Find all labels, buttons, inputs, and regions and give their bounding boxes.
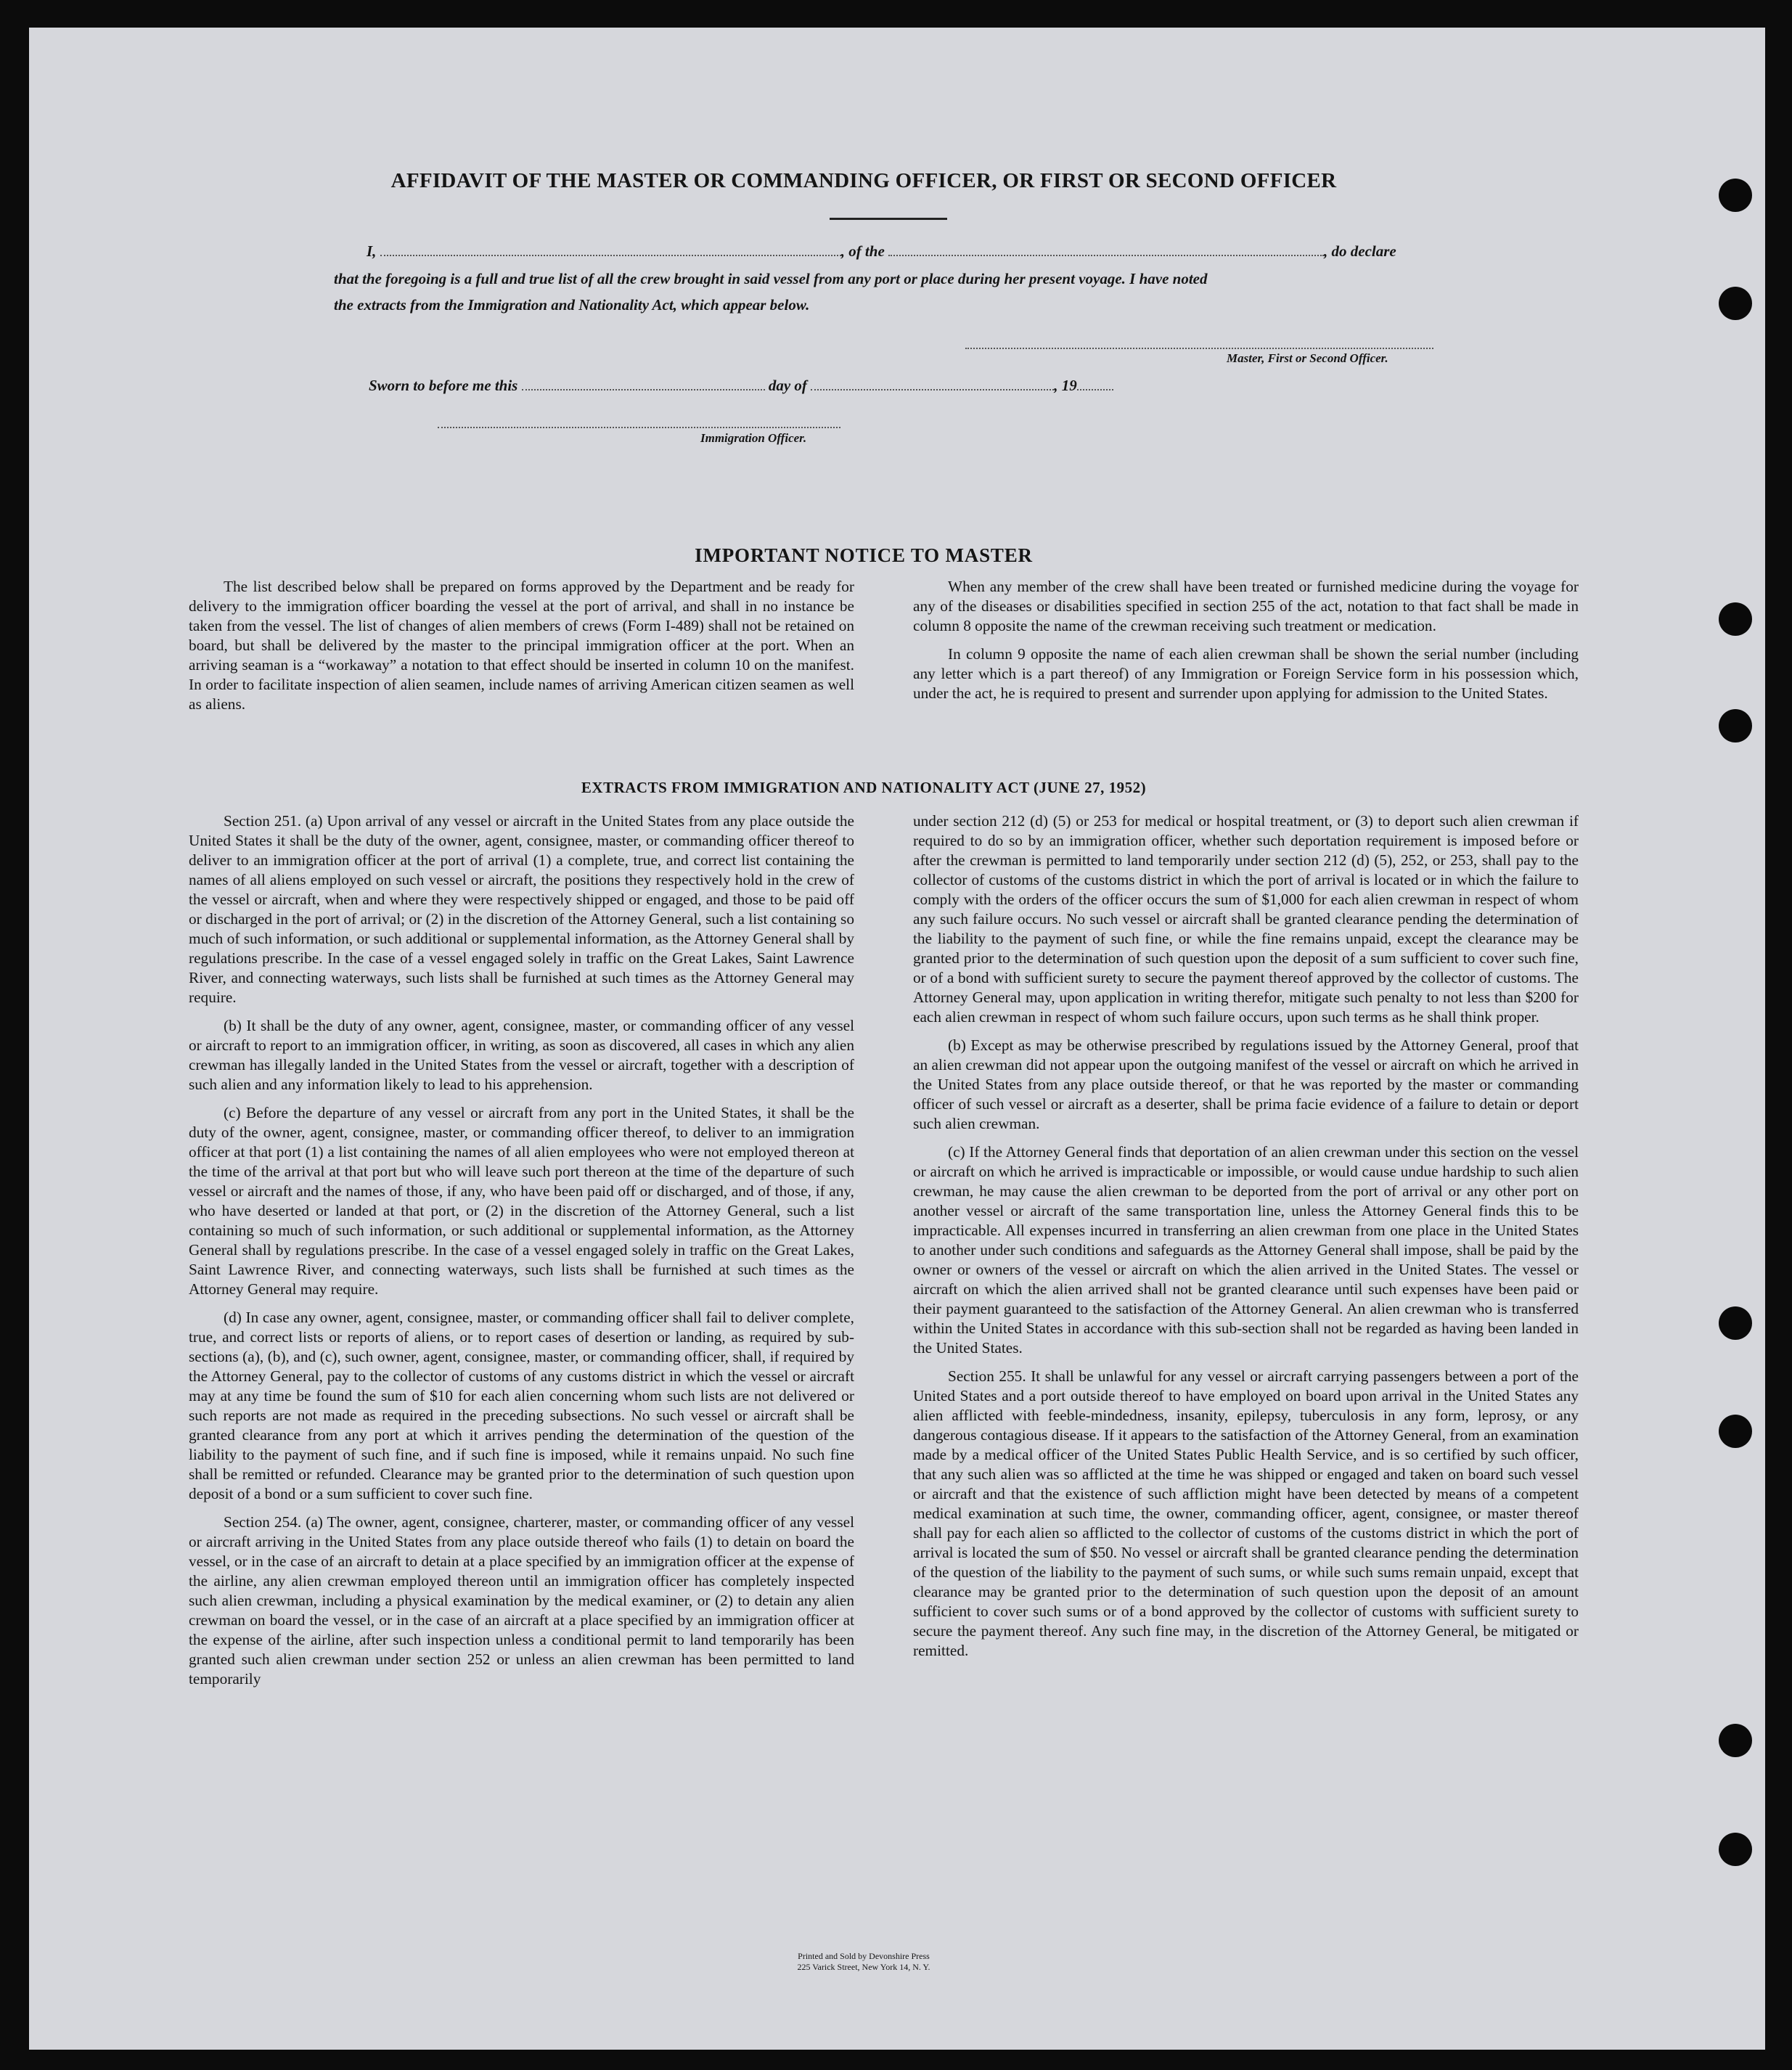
extract-paragraph: Section 254. (a) The owner, agent, consignee, charterer, master, or commanding officer of any vessel or aircraft arriving in the United States from any place outside thereof who fails (1) to detain on board the vessel, or in the case of an aircraft to detain at a place specified by an immigration officer at the expense of the airline, any alien crewman employed thereon until an immigration officer has completely inspected such alien crewman, including a physical examination by the medical examiner, or (2) to detain any alien crewman on board the vessel, or in the case of an aircraft at a place specified by an immigration officer at the expense of the airline, after such inspection unless a conditional permit to land temporarily has been granted such alien crewman under section 252 or unless an alien crewman has been permitted to land temporarily (189, 1513, 854, 1688)
sworn-line (369, 372, 1240, 399)
extract-paragraph: Section 251. (a) Upon arrival of any vessel or aircraft in the United States from any place outside the United States it shall be the duty of the owner, agent, consignee, master, or commanding officer thereof to deliver to an immigration officer at the port of arrival (1) a complete, true, and correct list containing the names of all aliens employed on such vessel or aircraft, the positions they respectively hold in the crew of the vessel or aircraft, when and where they were respectively shipped or engaged, and those to be paid off or discharged in the port of arrival; or (2) in the discretion of the Attorney General, such a list containing so much of such information, or such additional or supplemental information, as the Attorney General shall by regulations prescribe. In the case of a vessel engaged solely in traffic on the Great Lakes, Saint Lawrence River, and connecting waterways, such lists shall be furnished at such times as the Attorney General may require. (189, 812, 854, 1006)
title-rule (830, 218, 947, 220)
declaration-line-1 (367, 237, 1484, 265)
punch-hole (1719, 709, 1752, 742)
notice-paragraph: When any member of the crew shall have been treated or furnished medicine during the voyage for any of the diseases or disabilities specified in section 255 of the act, notation to that fact shall be made in column 8 opposite the name of the crewman receiving such treatment or medication. (913, 578, 1579, 634)
sworn-year-field[interactable] (1077, 388, 1113, 390)
sworn-label: Sworn to before me this (369, 377, 518, 394)
punch-hole (1719, 179, 1752, 212)
punch-hole (1719, 287, 1752, 320)
affidavit-title: AFFIDAVIT OF THE MASTER OR COMMANDING OFFICER, OR FIRST OR SECOND OFFICER (390, 169, 1337, 192)
notice-title: IMPORTANT NOTICE TO MASTER (695, 544, 1033, 566)
document-page (29, 28, 1765, 2050)
punch-hole (1719, 1415, 1752, 1448)
extracts-title: EXTRACTS FROM IMMIGRATION AND NATIONALITY ACT (JUNE 27, 1952) (581, 779, 1147, 796)
punch-hole (1719, 1833, 1752, 1866)
name-field[interactable] (380, 254, 841, 256)
extracts-left-column (189, 811, 854, 1698)
extract-paragraph: Section 255. It shall be unlawful for any vessel or aircraft carrying passengers between a port of the United States and a port outside thereof to have employed on board upon arrival in the United States any alien afflicted with feeble-mindedness, insanity, epilepsy, tuberculosis in any form, leprosy, or any dangerous contagious disease. If it appears to the satisfaction of the Attorney General, from an examination made by a medical officer of the United States Public Health Service, and is so certified by such officer, that any such alien was so afflicted at the time he was shipped or engaged and taken on board such vessel or aircraft and that the existence of such affliction might have been detected by means of a competent medical examination at such time, the owner, commanding officer, agent, consignee, or master thereof shall pay for each alien so afflicted to the collector of customs of the customs district in which the port of arrival is located the sum of $50. No vessel or aircraft shall be granted clearance pending the determination of the question of the liability to the payment of such sums, or while such sums remain unpaid, except that clearance may be granted prior to the determination of such question upon the deposit of an amount sufficient to cover such sums or of a bond approved by the collector of customs with sufficient surety to secure the payment thereof. Any such fine may, in the discretion of the Attorney General, be mitigated or remitted. (913, 1367, 1579, 1659)
punch-hole (1719, 602, 1752, 636)
day-of-label: day of (768, 377, 807, 394)
notice-paragraph: In column 9 opposite the name of each alien crewman shall be shown the serial number (including any letter which is a part thereof) of any Immigration or Foreign Service form in his possession which, under the act, he is required to present and surrender upon applying for admission to the United States. (913, 645, 1579, 702)
extract-paragraph: (b) Except as may be otherwise prescribed by regulations issued by the Attorney General, proof that an alien crewman did not appear upon the outgoing manifest of the vessel or aircraft on which he arrived in the United States from any place outside thereof, or that he was reported by the master or commanding officer of such vessel or aircraft as a deserter, shall be prima facie evidence of a failure to detain or deport such alien crewman. (913, 1036, 1579, 1132)
extract-paragraph: (c) Before the departure of any vessel or aircraft from any port in the United States, it shall be the duty of the owner, agent, consignee, master, or commanding officer thereof, to deliver to an immigration officer at that port (1) a list containing the names of all alien employees who were not employed thereon at the time of the arrival at that port but who will leave such port thereon at the time of the departure of such vessel or aircraft and the names of those, if any, who have been paid off or discharged, and of those, if any, who have deserted or landed at that port, or (2) in the discretion of the Attorney General, such a list containing so much of such information, or such additional or supplemental information, as the Attorney General shall by regulations prescribe. In the case of a vessel engaged solely in traffic on the Great Lakes, Saint Lawrence River, and connecting waterways, such lists shall be furnished at such times as the Attorney General may require. (189, 1104, 854, 1298)
declaration-line-2: that the foregoing is a full and true list of all the crew brought in said vessel from any port or place during her present voyage. I have noted (334, 270, 1208, 287)
imprint-line-2: 225 Varick Street, New York 14, N. Y. (797, 1962, 930, 1972)
decl-of-the: , of the (840, 242, 885, 260)
extracts-right-column (913, 811, 1579, 1669)
vessel-field[interactable] (888, 254, 1324, 256)
decl-i: I, (367, 242, 377, 260)
extract-paragraph: (d) In case any owner, agent, consignee, master, or commanding officer shall fail to deliver complete, true, and correct lists or reports of aliens, or to report cases of desertion or landing, as required by sub-sections (a), (b), and (c), such owner, agent, consignee, master, or commanding officer, shall, if required by the Attorney General, pay to the collector of customs of any customs district in which the vessel or aircraft may at any time be found the sum of $10 for each alien concerning whom such lists are not delivered or such reports are not made as required in the preceding subsections. No such vessel or aircraft shall be granted clearance from any port at which it arrives pending the determination of the question of the liability to the payment of such fine, and if such fine is imposed, while it remains unpaid. No such fine shall be remitted or refunded. Clearance may be granted prior to the determination of such question upon deposit of a bond or a sum sufficient to cover such fine. (189, 1309, 854, 1502)
punch-hole (1719, 1724, 1752, 1757)
notice-right-column (913, 577, 1579, 712)
extract-paragraph: (b) It shall be the duty of any owner, agent, consignee, master, or commanding officer of any vessel or aircraft to report to an immigration officer, in writing, as soon as discovered, all cases in which any alien crewman has illegally landed in the United States from the vessel or aircraft, together with a description of such alien and any information likely to lead to his apprehension. (189, 1017, 854, 1093)
imprint-line-1: Printed and Sold by Devonshire Press (798, 1951, 930, 1961)
extract-paragraph: under section 212 (d) (5) or 253 for medical or hospital treatment, or (3) to deport such alien crewman if required to do so by an immigration officer, whether such deportation requirement is imposed before or after the crewman is permitted to land temporarily under section 212 (d) (5), 252, or 253, shall pay to the collector of customs of the customs district in which the port of arrival is located or in which the failure to comply with the orders of the officer occurs the sum of $1,000 for each alien crewman in respect of whom any such failure occurs. No such vessel or aircraft shall be granted clearance pending the determination of the liability to the payment of such fine, or while the fine remains unpaid, except the clearance may be granted prior to the determination of such question upon the deposit of a sum sufficient to cover such fine, or of a bond with sufficient surety to secure the payment thereof approved by the collector of customs. The Attorney General may, upon application in writing therefor, mitigate such penalty to not less than $200 for each alien crewman in respect of whom such failure occurs, upon such terms as he shall think proper. (913, 812, 1579, 1026)
decl-do-declare: , do declare (1324, 242, 1396, 260)
printer-imprint (29, 1951, 1698, 1973)
master-signature-label: Master, First or Second Officer. (1227, 351, 1388, 365)
sworn-day-field[interactable] (522, 388, 765, 390)
year-prefix: , 19 (1054, 377, 1077, 394)
notice-paragraph: The list described below shall be prepared on forms approved by the Department and be ready for delivery to the immigration officer boarding the vessel at the port of arrival, and shall in no instance be taken from the vessel. The list of changes of alien members of crews (Form I-489) shall not be retained on board, but shall be delivered by the master to the principal immigration officer at the port. When an arriving seaman is a “workaway” a notation to that effect should be inserted in column 10 on the manifest. In order to facilitate inspection of alien seamen, include names of arriving American citizen seamen as well as aliens. (189, 578, 854, 713)
master-signature-line[interactable] (965, 348, 1433, 349)
immigration-officer-signature-line[interactable] (438, 427, 840, 428)
immigration-officer-label: Immigration Officer. (700, 431, 807, 445)
sworn-month-field[interactable] (811, 388, 1054, 390)
declaration-line-3: the extracts from the Immigration and Nationality Act, which appear below. (334, 296, 810, 314)
extract-paragraph: (c) If the Attorney General finds that deportation of an alien crewman under this section on the vessel or aircraft on which he arrived is impracticable or impossible, or would cause undue hardship to such alien crewman, he may cause the alien crewman to be deported from the port of arrival or any other port on another vessel or aircraft of the same transportation line, unless the Attorney General finds this to be impracticable. All expenses incurred in transferring an alien crewman from one place in the United States to another under such conditions and safeguards as the Attorney General shall impose, shall be paid by the owner or owners of the vessel or aircraft on which the alien arrived in the United States. The vessel or aircraft on which the alien arrived shall not be granted clearance until such expenses have been paid or their payment guaranteed to the satisfaction of the Attorney General. An alien crewman who is transferred within the United States in accordance with this sub-section shall not be regarded as having been landed in the United States. (913, 1143, 1579, 1357)
punch-hole (1719, 1306, 1752, 1340)
notice-left-column (189, 577, 854, 723)
